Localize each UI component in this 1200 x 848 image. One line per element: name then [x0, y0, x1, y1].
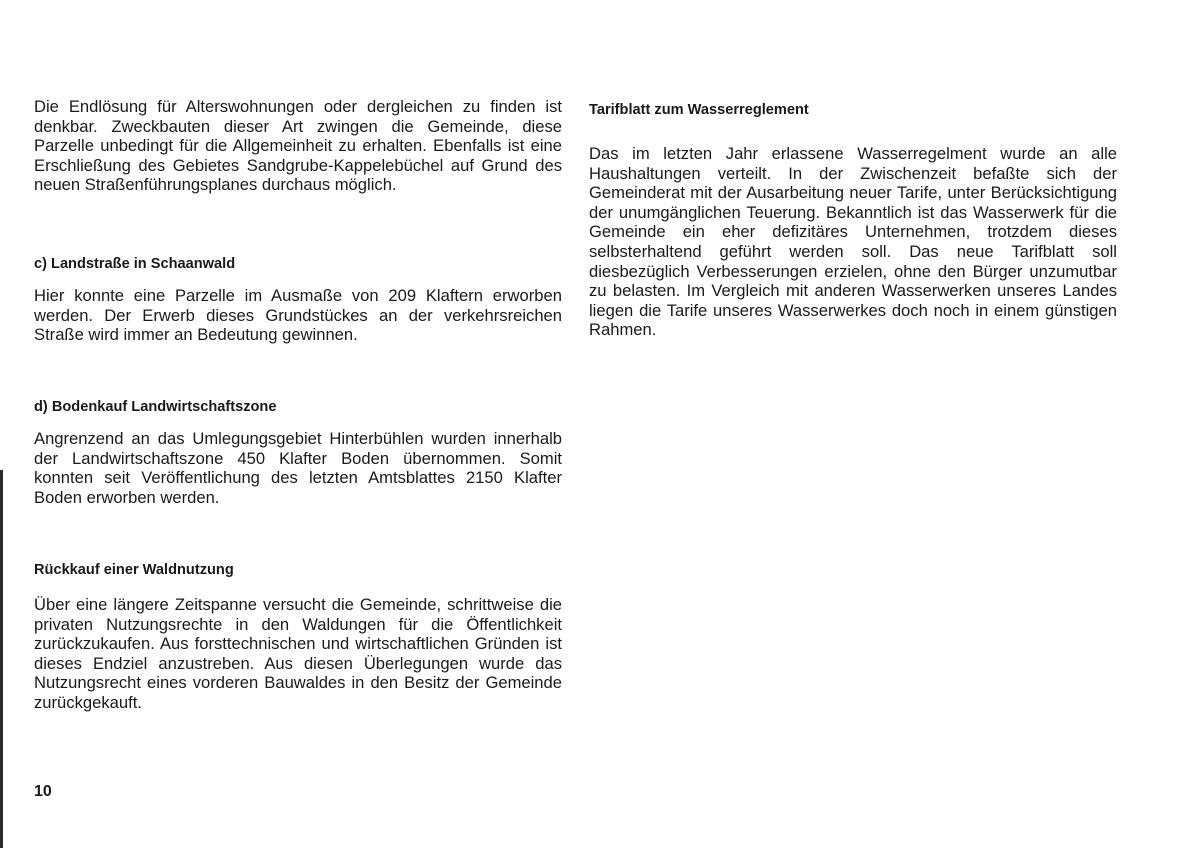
- section-d-heading: d) Bodenkauf Landwirtschaftszone: [34, 399, 277, 415]
- page-number: 10: [34, 783, 52, 800]
- section-forest-body: Über eine längere Zeitspanne versucht die Gemeinde, schrittweise die privaten Nutzungsrechte in den Waldungen für die Öffentlichkeit zurückzukaufen. Aus forsttechnischen und wirtschaftlichen Gründen ist dieses Endziel anzustreben. Aus diesen Überlegungen wurde das Nutzungsrecht eines vorderen Bauwaldes in den Besitz der Gemeinde zurückgekauft.: [34, 595, 562, 712]
- section-c-heading: c) Landstraße in Schaanwald: [34, 256, 236, 272]
- intro-paragraph: Die Endlösung für Alterswohnungen oder dergleichen zu finden ist denkbar. Zweckbauten dieser Art zwingen die Gemeinde, diese Parzelle unbedingt für die Allgemeinheit zu erhalten. Ebenfalls ist eine Erschließung des Gebietes Sandgrube-Kappelebüchel auf Grund des neuen Straßenführungsplanes durchaus möglich.: [34, 97, 562, 195]
- page-edge-shadow: [0, 470, 3, 848]
- section-c-body: Hier konnte eine Parzelle im Ausmaße von 209 Klaftern erworben werden. Der Erwerb dieses Grundstückes an der verkehrsreichen Straße wird immer an Bedeutung gewinnen.: [34, 286, 562, 345]
- section-forest-heading: Rückkauf einer Waldnutzung: [34, 562, 234, 578]
- section-water-heading: Tarifblatt zum Wasserreglement: [589, 102, 809, 118]
- section-water-body: Das im letzten Jahr erlassene Wasserregelment wurde an alle Haushaltungen verteilt. In der Zwischenzeit befaßte sich der Gemeinderat mit der Ausarbeitung neuer Tarife, unter Berücksichtigung der unumgänglichen Teuerung. Bekanntlich ist das Wasserwerk für die Gemeinde ein eher defizitäres Unternehmen, trotzdem dieses selbsterhaltend geführt werden soll. Das neue Tarifblatt soll diesbezüglich Verbesserungen erzielen, ohne den Bürger unzumutbar zu belasten. Im Vergleich mit anderen Wasserwerken unseres Landes liegen die Tarife unseres Wasserwerkes doch noch in einem günstigen Rahmen.: [589, 144, 1117, 340]
- section-d-body: Angrenzend an das Umlegungsgebiet Hinterbühlen wurden innerhalb der Landwirtschaftszone 450 Klafter Boden übernommen. Somit konnten seit Veröffentlichung des letzten Amtsblattes 2150 Klafter Boden erworben werden.: [34, 429, 562, 507]
